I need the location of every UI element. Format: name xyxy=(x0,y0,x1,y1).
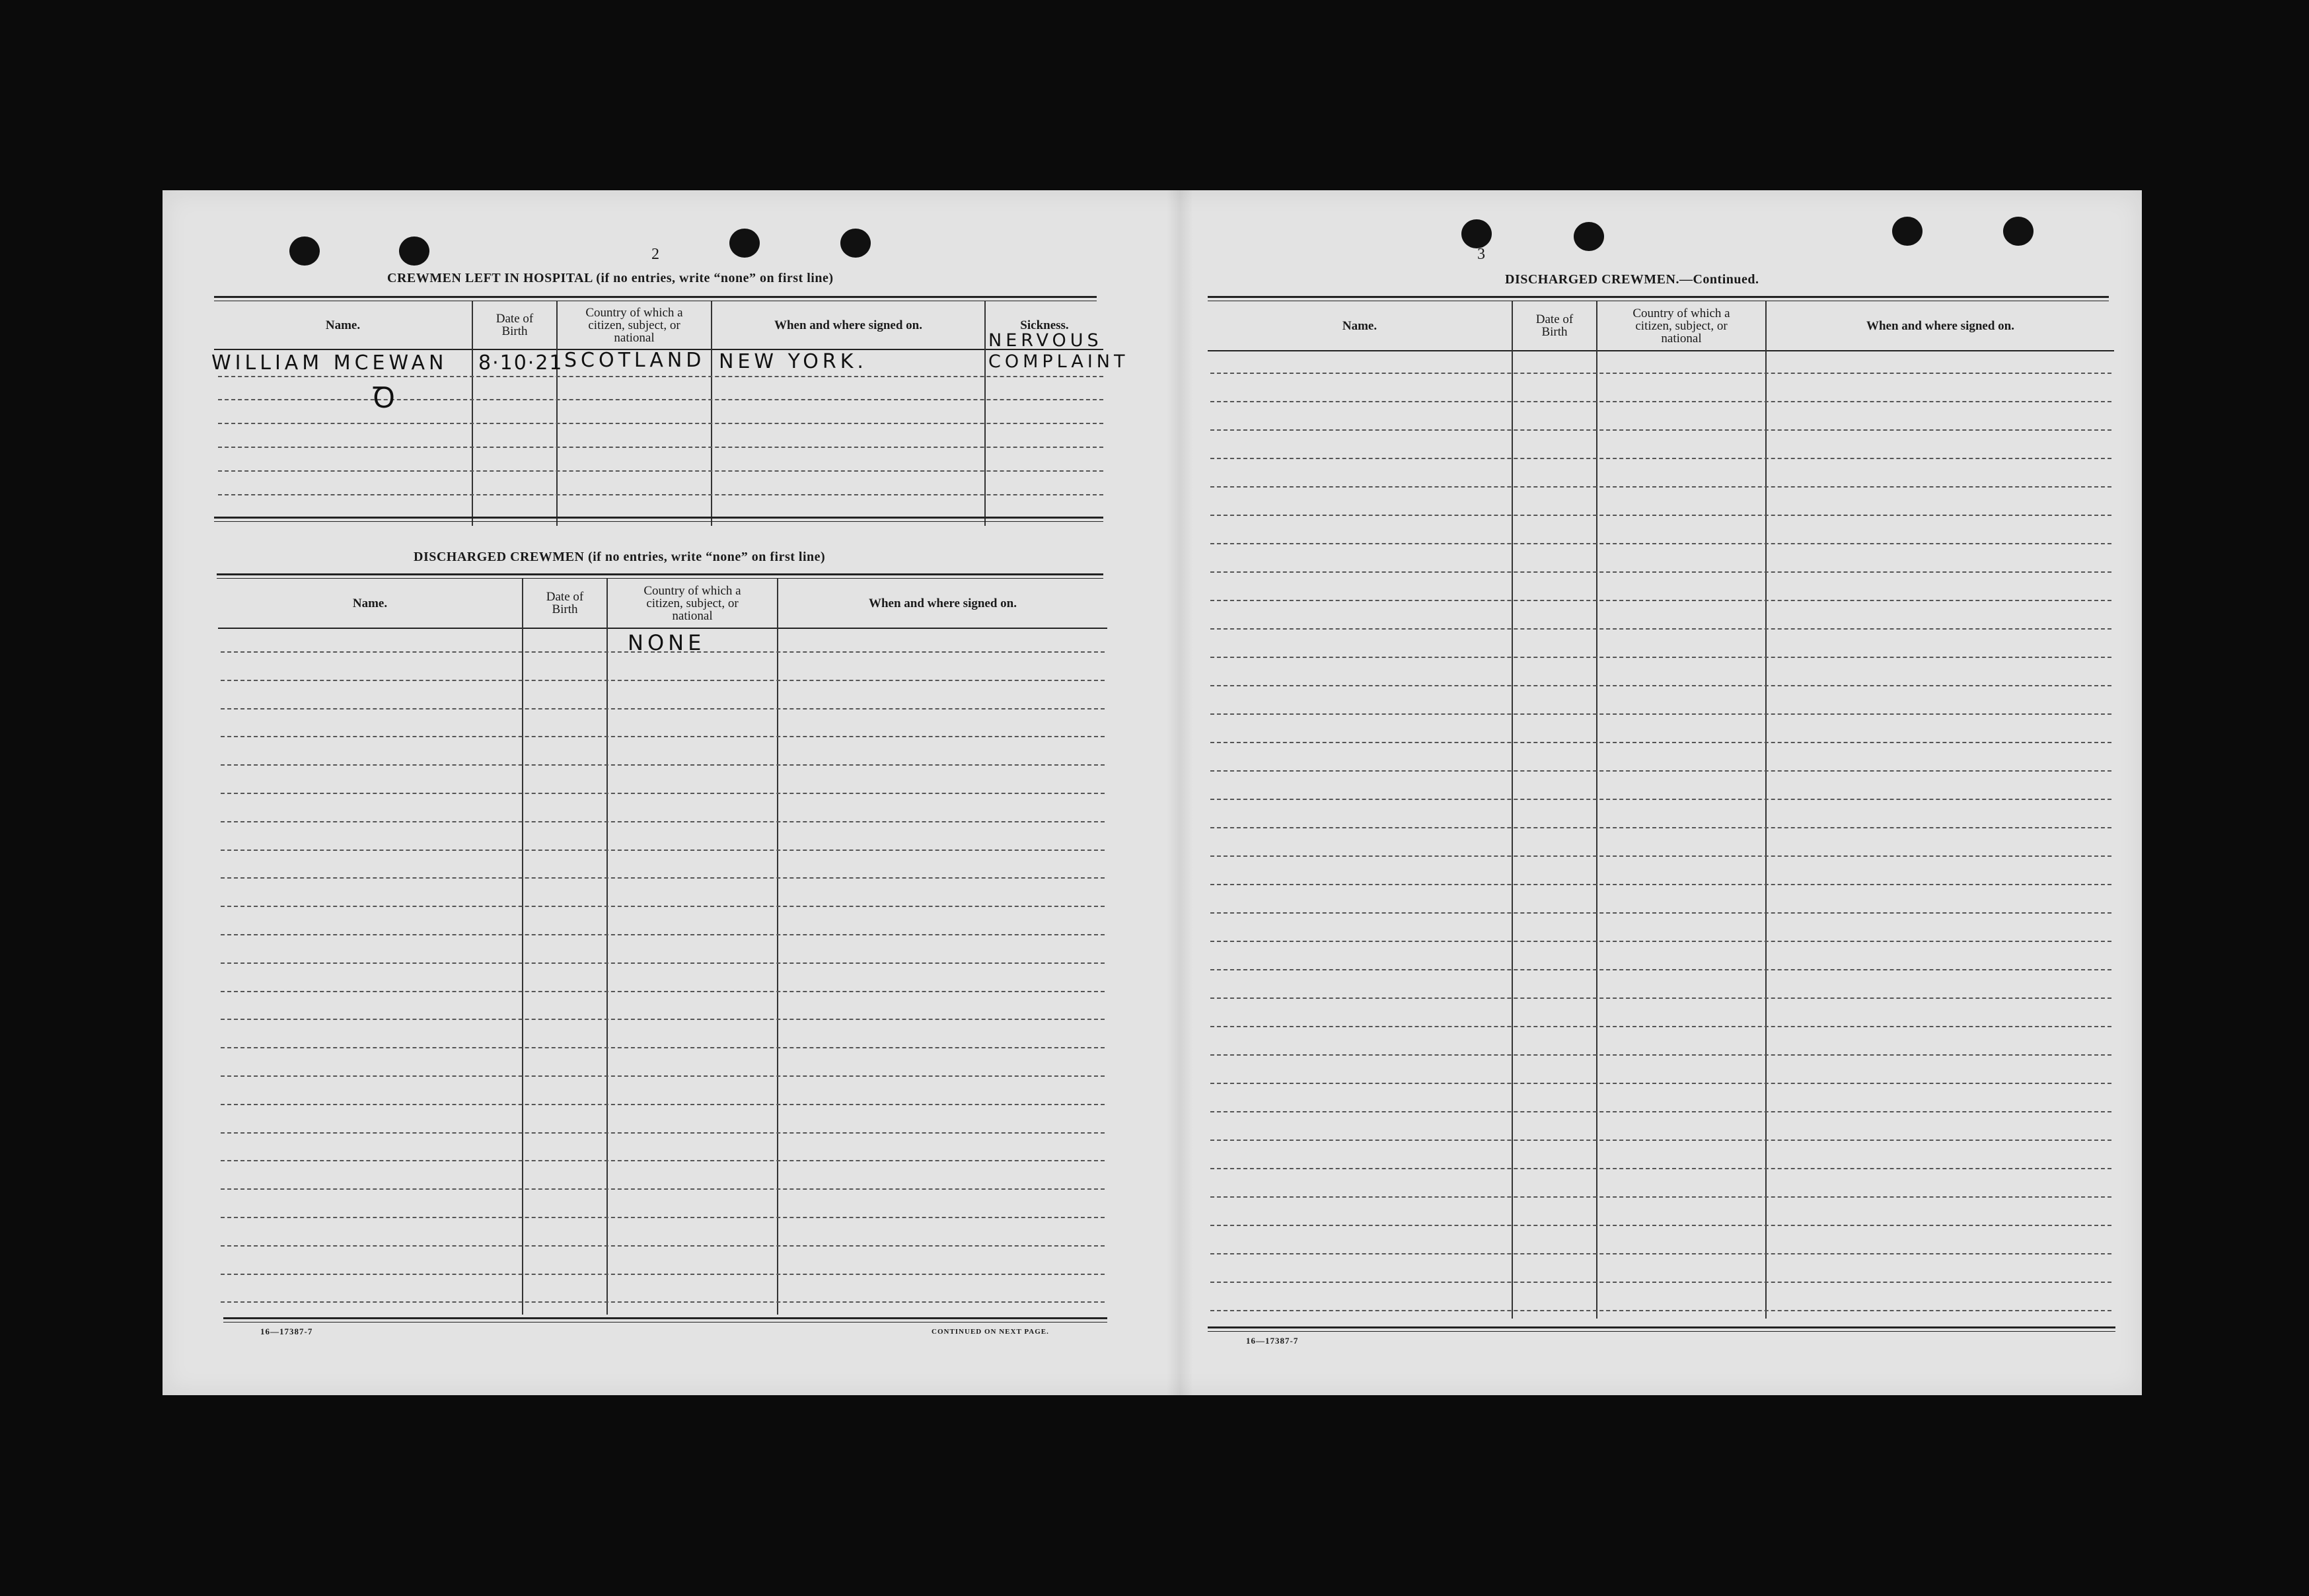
page-fold xyxy=(1167,190,1193,1395)
entry-line xyxy=(221,850,1105,851)
hospital-top-rule xyxy=(214,296,1097,298)
form-number: 16—17387-7 xyxy=(260,1326,313,1336)
entry-line xyxy=(218,447,1103,448)
entry-line xyxy=(221,1245,1105,1247)
entry-line xyxy=(1210,1026,2111,1027)
left-page xyxy=(163,190,1154,1395)
discharged-table-header xyxy=(218,579,1107,629)
left-bottom-rule xyxy=(223,1317,1107,1319)
entry-line xyxy=(221,764,1105,766)
entry-line xyxy=(1210,401,2111,402)
entry-line xyxy=(1210,600,2111,601)
entry-line xyxy=(221,680,1105,681)
entry-line xyxy=(221,1104,1105,1105)
entry-line xyxy=(1210,1196,2111,1198)
right-page xyxy=(1193,190,2142,1395)
entry-line xyxy=(221,736,1105,737)
entry-line xyxy=(1210,799,2111,800)
entry-line xyxy=(221,1217,1105,1218)
entry-line xyxy=(221,1274,1105,1275)
entry-line xyxy=(1210,685,2111,686)
entry-line xyxy=(221,934,1105,935)
col-divider xyxy=(556,301,558,526)
entry-line xyxy=(1210,912,2111,914)
col-date-of-birth: Date of Birth xyxy=(1535,312,1574,339)
entry-line xyxy=(1210,373,2111,374)
entry-line xyxy=(221,708,1105,709)
col-divider xyxy=(1596,301,1597,1319)
discharged-table xyxy=(218,579,1107,1315)
entry-line xyxy=(1210,713,2111,715)
entry-date-of-birth: 8·10·21 xyxy=(478,351,564,375)
col-divider xyxy=(984,301,986,526)
entry-line xyxy=(221,877,1105,879)
entry-line xyxy=(1210,770,2111,772)
entry-line xyxy=(1210,429,2111,431)
entry-line xyxy=(1210,1054,2111,1056)
entry-country: SCOTLAND xyxy=(564,349,706,372)
col-divider xyxy=(777,579,778,1315)
col-divider xyxy=(1765,301,1767,1319)
entry-signed-on: NEW YORK. xyxy=(719,350,867,373)
entry-line xyxy=(218,423,1103,424)
hospital-title-note: (if no entries, write “none” on first line) xyxy=(596,271,834,285)
col-divider xyxy=(711,301,712,526)
entry-line xyxy=(1210,543,2111,544)
col-when-where: When and where signed on. xyxy=(1866,318,2014,333)
entry-line xyxy=(1210,998,2111,999)
entry-line xyxy=(1210,1140,2111,1141)
continued-note: CONTINUED ON NEXT PAGE. xyxy=(932,1328,1049,1336)
entry-line xyxy=(218,494,1103,495)
entry-line xyxy=(1210,515,2111,516)
col-country: Country of which a citizen, subject, or national xyxy=(585,305,683,345)
entry-line xyxy=(218,399,1103,400)
entry-line xyxy=(221,1132,1105,1134)
col-sickness: Sickness. xyxy=(1020,318,1069,332)
col-when-where: When and where signed on. xyxy=(868,596,1017,610)
col-name: Name. xyxy=(352,596,388,610)
entry-line xyxy=(221,793,1105,794)
entry-line xyxy=(1210,657,2111,658)
col-when-where: When and where signed on. xyxy=(774,318,922,332)
entry-line xyxy=(1210,941,2111,942)
right-discharged-table xyxy=(1208,301,2114,1319)
entry-line xyxy=(1210,1083,2111,1084)
hospital-section-title xyxy=(387,271,834,286)
entry-line xyxy=(1210,628,2111,630)
entry-line xyxy=(1210,1282,2111,1283)
col-date-of-birth: Date of Birth xyxy=(546,590,584,616)
col-divider xyxy=(522,579,523,1315)
entry-sickness-line1: NERVOUS xyxy=(988,330,1103,351)
page-number: 3 xyxy=(1477,246,1485,263)
discharged-title-text: DISCHARGED CREWMEN xyxy=(414,550,585,564)
entry-line xyxy=(221,962,1105,964)
discharged-top-rule xyxy=(217,573,1103,575)
entry-line xyxy=(1210,969,2111,970)
col-divider xyxy=(1512,301,1513,1319)
entry-line xyxy=(1210,884,2111,885)
entry-line xyxy=(218,470,1103,472)
entry-line xyxy=(221,1301,1105,1303)
form-number: 16—17387-7 xyxy=(1246,1336,1299,1346)
entry-line xyxy=(221,1188,1105,1190)
entry-line xyxy=(221,906,1105,907)
right-bottom-rule xyxy=(1208,1326,2115,1328)
entry-line xyxy=(221,1047,1105,1048)
entry-line xyxy=(221,1075,1105,1077)
entry-line xyxy=(221,991,1105,992)
entry-line xyxy=(221,1019,1105,1020)
col-date-of-birth: Date of Birth xyxy=(495,312,534,338)
entry-line xyxy=(1210,571,2111,573)
col-name: Name. xyxy=(1342,318,1377,333)
entry-line xyxy=(1210,486,2111,488)
entry-name: WILLIAM MCEWAN xyxy=(211,351,448,375)
col-country: Country of which a citizen, subject, or national xyxy=(1632,306,1730,345)
entry-line xyxy=(1210,1168,2111,1169)
discharged-section-title xyxy=(414,550,825,565)
entry-line xyxy=(1210,742,2111,743)
entry-line xyxy=(1210,1111,2111,1112)
entry-line xyxy=(1210,827,2111,828)
col-country: Country of which a citizen, subject, or national xyxy=(643,583,741,623)
col-divider xyxy=(606,579,608,1315)
col-name: Name. xyxy=(325,318,361,332)
entry-line xyxy=(1210,1310,2111,1311)
entry-line xyxy=(1210,1253,2111,1254)
handwritten-initials: Ꝺ xyxy=(373,381,396,415)
hospital-table xyxy=(211,301,1129,526)
right-top-rule xyxy=(1208,296,2109,298)
entry-line xyxy=(1210,855,2111,857)
entry-line xyxy=(218,376,1103,377)
entry-sickness-line2: COMPLAINT xyxy=(988,351,1129,372)
hospital-table-header xyxy=(214,301,1103,350)
discharged-title-note: (if no entries, write “none” on first line) xyxy=(587,550,826,564)
document-sheet xyxy=(163,190,2142,1395)
hospital-title-text: CREWMEN LEFT IN HOSPITAL xyxy=(387,271,593,285)
entry-line xyxy=(221,1160,1105,1161)
right-section-title: DISCHARGED CREWMEN.—Continued. xyxy=(1505,272,1759,287)
right-table-header xyxy=(1208,301,2114,351)
hospital-bottom-rule xyxy=(214,517,1103,519)
entry-line xyxy=(221,821,1105,822)
entry-line xyxy=(1210,458,2111,459)
col-divider xyxy=(472,301,473,526)
entry-country-none: NONE xyxy=(628,630,706,655)
page-number: 2 xyxy=(651,246,659,263)
entry-line xyxy=(1210,1225,2111,1226)
